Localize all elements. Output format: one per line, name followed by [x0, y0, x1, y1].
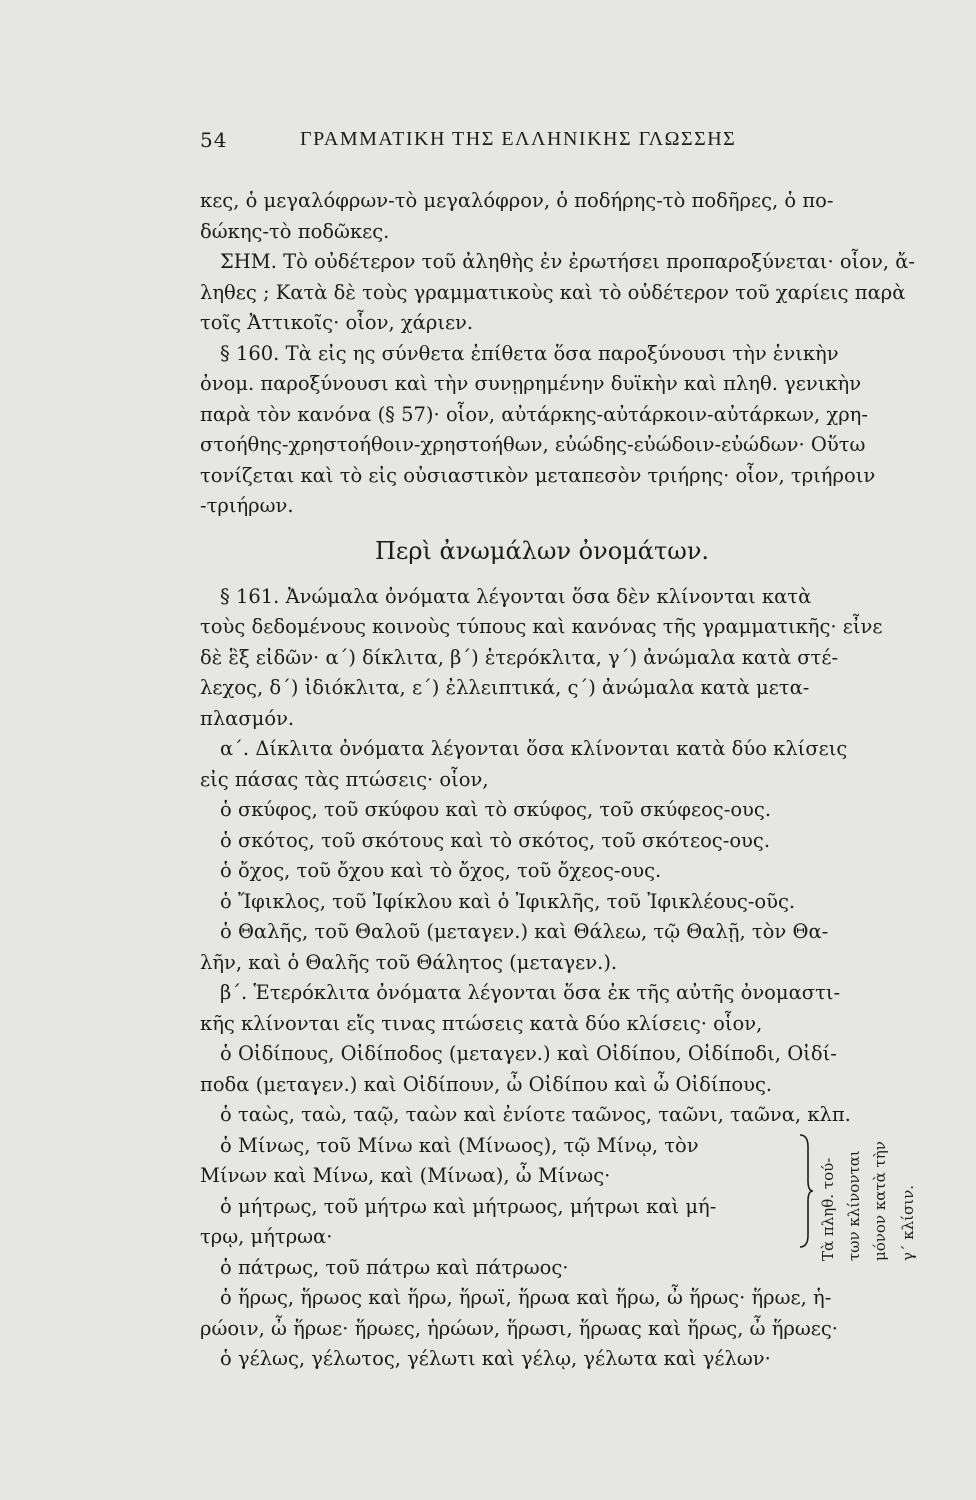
example-line: ὁ μήτρως, τοῦ μήτρω καὶ μήτρωος, μήτρωι καὶ μή-: [220, 1194, 717, 1218]
example-line: ὁ πάτρως, τοῦ πάτρω καὶ πάτρωος·: [220, 1255, 569, 1279]
running-title: ΓΡΑΜΜΑΤΙΚΗ ΤΗΣ ΕΛΛΗΝΙΚΗΣ ΓΛΩΣΣΗΣ: [300, 128, 737, 150]
section-heading: Περὶ ἀνωμάλων ὀνομάτων.: [375, 536, 710, 565]
subsection-beta: β΄. Ἑτερόκλιτα ὀνόματα λέγονται ὅσα ἐκ τῆς αὐτῆς ὀνομαστι-: [220, 981, 841, 1004]
brace-note-line: μόνον κατὰ τὴν: [871, 1140, 889, 1261]
text-line: ποδα (μεταγεν.) καὶ Οἰδίπουν, ὦ Οἰδίπου καὶ ὦ Οἰδίπους.: [200, 1072, 773, 1096]
text-line: ρώοιν, ὦ ἥρωε· ἥρωες, ἡρώων, ἥρωσι, ἥρωας καὶ ἥρως, ὦ ἥρωες·: [200, 1316, 838, 1340]
page-number: 54: [200, 128, 228, 152]
text-line: Μίνων καὶ Μίνω, καὶ (Μίνωα), ὦ Μίνως·: [200, 1164, 611, 1187]
text-line: εἰς πάσας τὰς πτώσεις· οἷον,: [200, 767, 489, 791]
text-line: δώκης-τὸ ποδῶκες.: [200, 219, 390, 243]
text-line: παρὰ τὸν κανόνα (§ 57)· οἷον, αὐτάρκης-αὐτάρκοιν-αὐτάρκων, χρη-: [200, 402, 868, 426]
brace-note-line: γ΄ κλίσιν.: [899, 1184, 917, 1261]
example-line: ὁ σκύφος, τοῦ σκύφου καὶ τὸ σκύφος, τοῦ σκύφεος-ους.: [220, 798, 772, 821]
brace-note: [818, 1131, 928, 1261]
text-line: τονίζεται καὶ τὸ εἰς οὐσιαστικὸν μεταπεσὸν τριήρης· οἷον, τριήροιν: [200, 463, 876, 487]
example-line: ὁ Ἴφικλος, τοῦ Ἰφίκλου καὶ ὁ Ἰφικλῆς, τοῦ Ἰφικλέους-οῦς.: [220, 889, 796, 913]
subsection-alpha: α΄. Δίκλιτα ὀνόματα λέγονται ὅσα κλίνονται κατὰ δύο κλίσεις: [220, 737, 848, 760]
text-line: λεχος, δ΄) ἰδιόκλιτα, ε΄) ἐλλειπτικά, ς΄) ἀνώμαλα κατὰ μετα-: [200, 676, 810, 699]
text-line: λῆν, καὶ ὁ Θαλῆς τοῦ Θάλητος (μεταγεν.).: [200, 950, 618, 974]
brace-note-line: Τὰ πληθ. τού-: [819, 1157, 837, 1261]
text-line: κες, ὁ μεγαλόφρων-τὸ μεγαλόφρον, ὁ ποδήρης-τὸ ποδῆρες, ὁ πο-: [200, 189, 834, 212]
example-line: ὁ σκότος, τοῦ σκότους καὶ τὸ σκότος, τοῦ σκότεος-ους.: [220, 828, 771, 852]
example-line: ὁ Θαλῆς, τοῦ Θαλοῦ (μεταγεν.) καὶ Θάλεω, τῷ Θαλῇ, τὸν Θα-: [220, 920, 829, 943]
paragraph-160-start: § 160. Τὰ εἰς ης σύνθετα ἐπίθετα ὅσα παροξύνουσι τὴν ἑνικὴν: [220, 341, 839, 365]
text-line: τρῳ, μήτρωα·: [200, 1225, 333, 1248]
example-line: ὁ ταὼς, ταὼ, ταῷ, ταὼν καὶ ἐνίοτε ταῶνος, ταῶνι, ταῶνα, κλπ.: [220, 1103, 851, 1126]
paragraph-161-start: § 161. Ἀνώμαλα ὀνόματα λέγονται ὅσα δὲν κλίνονται κατὰ: [220, 584, 812, 608]
text-line: στοήθης-χρηστοήθοιν-χρηστοήθων, εὐώδης-εὐώδοιν-εὐώδων· Οὕτω: [200, 433, 866, 456]
text-line: ληθες ; Κατὰ δὲ τοὺς γραμματικοὺς καὶ τὸ οὐδέτερον τοῦ χαρίεις παρὰ: [200, 280, 906, 304]
note-line: ΣΗΜ. Τὸ οὐδέτερον τοῦ ἀληθὴς ἐν ἐρωτήσει προπαροξύνεται· οἷον, ἄ-: [220, 250, 915, 273]
text-line: πλασμόν.: [200, 706, 295, 730]
curly-brace: [798, 1133, 814, 1249]
page-header: [200, 128, 920, 168]
example-line: ὁ ὄχος, τοῦ ὄχου καὶ τὸ ὄχος, τοῦ ὄχεος-ους.: [220, 859, 662, 882]
text-line: ὀνομ. παροξύνουσι καὶ τὴν συνῃρημένην δυϊκὴν καὶ πληθ. γενικὴν: [200, 372, 862, 395]
braced-examples: [200, 1131, 920, 1284]
body-text: [200, 186, 920, 1375]
text-line: τοῖς Ἀττικοῖς· οἷον, χάριεν.: [200, 311, 474, 334]
text-line: τοὺς δεδομένους κοινοὺς τύπους καὶ κανόνας τῆς γραμματικῆς· εἶνε: [200, 615, 883, 638]
text-line: δὲ ἓξ εἰδῶν· α΄) δίκλιτα, β΄) ἑτερόκλιτα, γ΄) ἀνώμαλα κατὰ στέ-: [200, 645, 839, 669]
text-line: κῆς κλίνονται εἴς τινας πτώσεις κατὰ δύο κλίσεις· οἷον,: [200, 1011, 763, 1035]
example-line: ὁ γέλως, γέλωτος, γέλωτι καὶ γέλῳ, γέλωτα καὶ γέλων·: [220, 1347, 771, 1370]
example-line: ὁ Μίνως, τοῦ Μίνω καὶ (Μίνωος), τῷ Μίνῳ, τὸν: [220, 1133, 699, 1157]
example-line: ὁ Οἰδίπους, Οἰδίποδος (μεταγεν.) καὶ Οἰδίπου, Οἰδίποδι, Οἰδί-: [220, 1042, 837, 1065]
text-line: -τριήρων.: [200, 494, 294, 517]
example-line: ὁ ἥρως, ἥρωος καὶ ἥρω, ἥρωϊ, ἥρωα καὶ ἥρω, ὦ ἥρως· ἥρωε, ἡ-: [220, 1286, 832, 1309]
brace-note-line: των κλίνονται: [845, 1149, 863, 1261]
